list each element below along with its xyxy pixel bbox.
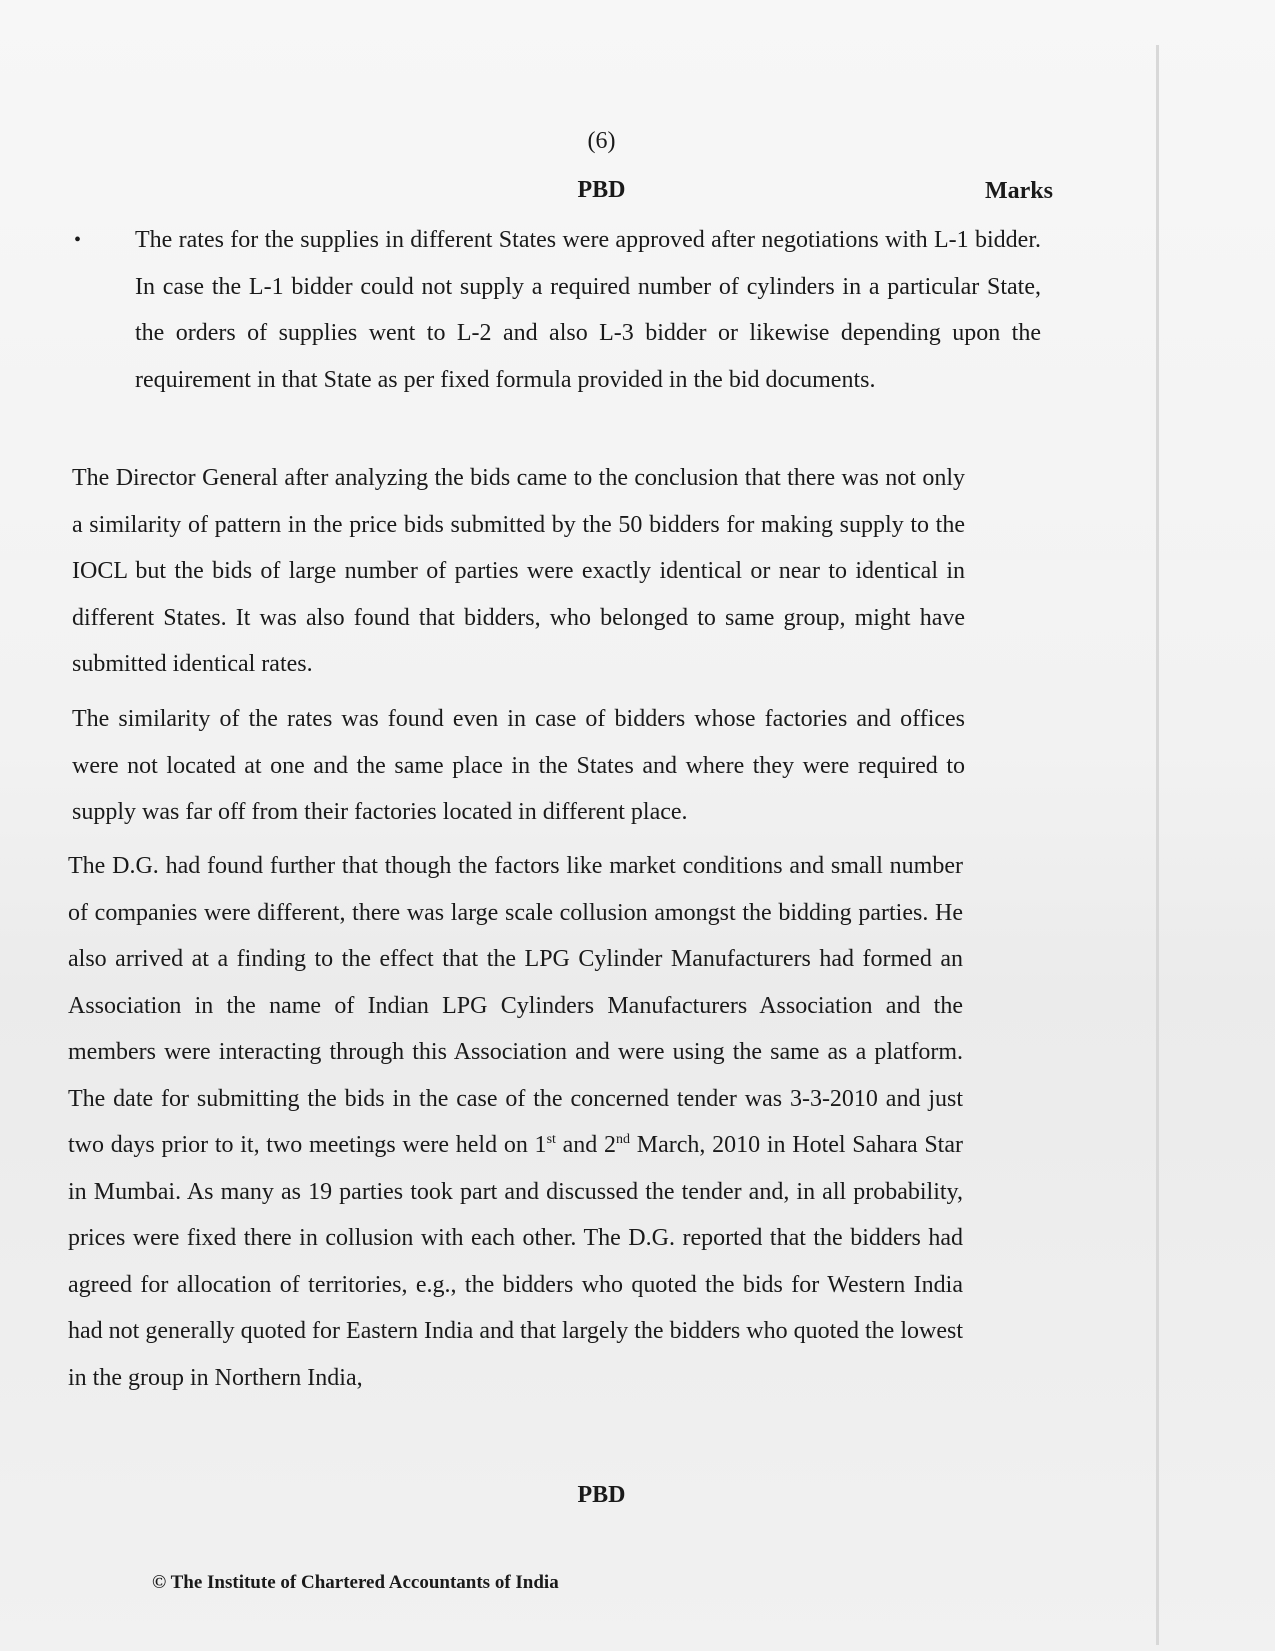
marks-column-label: Marks xyxy=(985,178,1053,204)
paragraph-dg-findings-part-1: The D.G. had found further that though the factors like market conditions and small number of companies were different, there was large scale collusion amongst the bidding parties. He also arrived at a finding to the effect that the LPG Cylinder Manufacturers had formed an Association in the name of Indian LPG Cylinders Manufacturers Association and the members were interacting through this Association and were using the same as a platform. The date for submitting the bids in the case of the concerned tender was 3-3-2010 and just two days prior to it, two meetings were held on 1 xyxy=(68,853,963,1158)
paragraph-dg-findings-part-2: and 2 xyxy=(555,1132,617,1158)
page-edge-shadow xyxy=(1156,45,1159,1645)
superscript-nd: nd xyxy=(616,1132,631,1147)
page-number: (6) xyxy=(587,128,616,154)
bullet-icon: • xyxy=(74,229,82,251)
superscript-st: st xyxy=(546,1132,556,1147)
paragraph-director-general: The Director General after analyzing the bids came to the conclusion that there was not only a similarity of pattern in the price bids submitted by the 50 bidders for making supply to the IOCL but the bids of large number of parties were exactly identical or near to identical in different States. It was also found that bidders, who belonged to same group, might have submitted identical rates. xyxy=(72,465,965,677)
copyright-notice: © The Institute of Chartered Accountants of India xyxy=(152,1572,559,1593)
paragraph-dg-findings-part-3: March, 2010 in Hotel Sahara Star in Mumbai. As many as 19 parties took part and discussed the tender and, in all probability, prices were fixed there in collusion with each other. The D.G. reported that the bidders had agreed for allocation of territories, e.g., the bidders who quoted the bids for Western India had not generally quoted for Eastern India and that largely the bidders who quoted the lowest in the group in Northern India, xyxy=(68,1132,963,1391)
paragraph-similarity-rates: The similarity of the rates was found even in case of bidders whose factories and offices were not located at one and the same place in the States and where they were required to supply was far off from their factories located in different place. xyxy=(72,706,965,825)
paragraph-dg-findings xyxy=(68,843,963,1401)
header-paper-code: PBD xyxy=(577,177,626,203)
footer-paper-code: PBD xyxy=(577,1482,626,1508)
bullet-text: The rates for the supplies in different States were approved after negotiations with L-1 bidder. In case the L-1 bidder could not supply a required number of cylinders in a particular State, the orders of supplies went to L-2 and also L-3 bidder or likewise depending upon the requirement in that State as per fixed formula provided in the bid documents. xyxy=(135,227,1041,393)
